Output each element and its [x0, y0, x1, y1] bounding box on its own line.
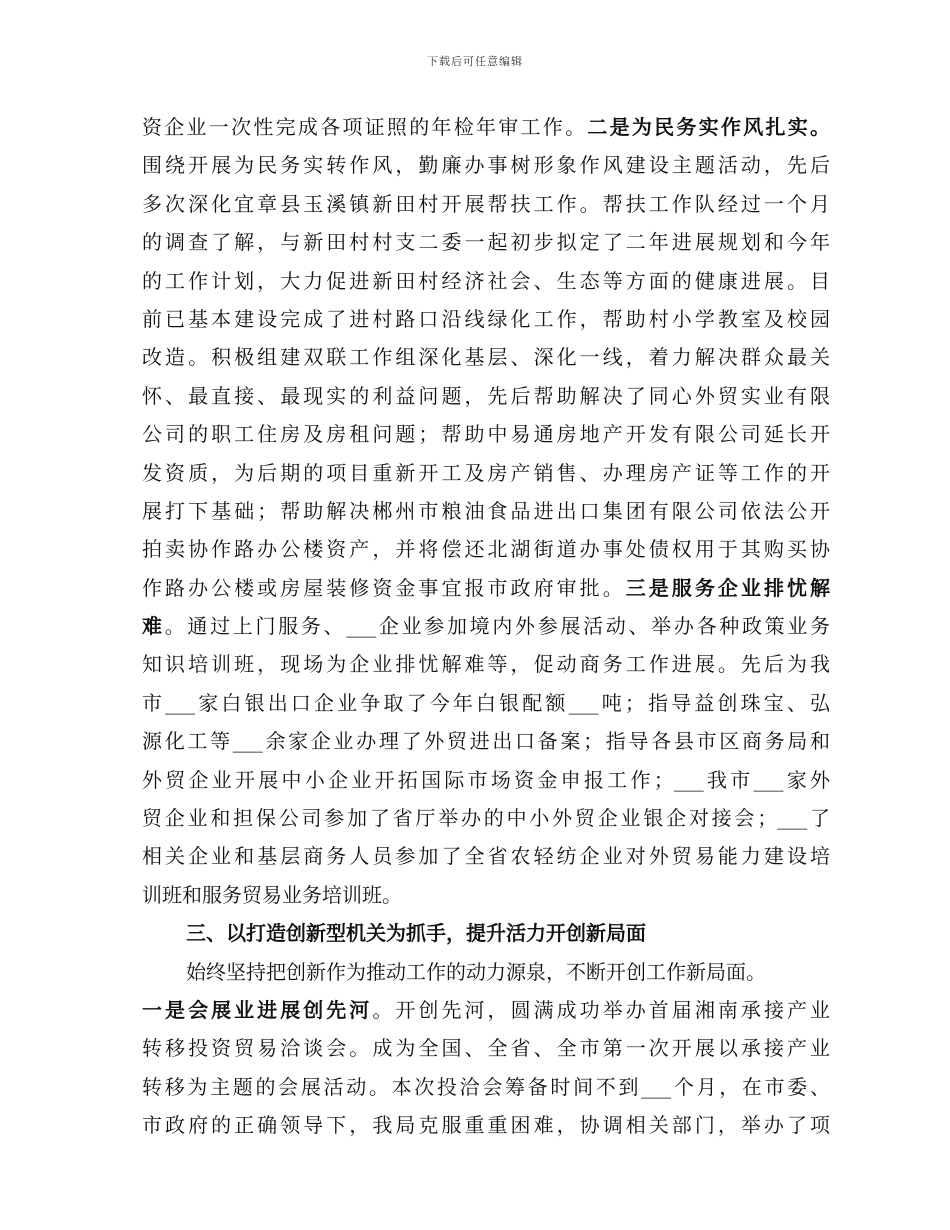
- text-run: 。通过上门服务、___企业参加境内外参展活动、举办各种政策业务: [164, 614, 831, 639]
- text-line: [142, 1068, 830, 1106]
- text-run: 相关企业和基层商务人员参加了全省农轻纺企业对外贸易能力建设培: [142, 844, 830, 869]
- text-run: 转移投资贸易洽谈会。成为全国、全省、全市第一次开展以承接产业: [142, 1036, 830, 1061]
- bold-text: 难: [142, 614, 165, 639]
- text-line: [142, 1029, 830, 1067]
- text-run: 。开创先河，圆满成功举办首届湘南承接产业: [372, 997, 831, 1022]
- text-line: [142, 108, 830, 146]
- text-run: 训班和服务贸易业务培训班。: [142, 882, 402, 907]
- text-run: 贸企业和担保公司参加了省厅举办的中小外贸企业银企对接会；___了: [142, 806, 830, 831]
- bold-text: 二是为民务实作风扎实。: [587, 115, 831, 139]
- text-run: 多次深化宜章县玉溪镇新田村开展帮扶工作。帮扶工作队经过一个月: [142, 191, 830, 216]
- text-run: 围绕开展为民务实转作风，勤廉办事树形象作风建设主题活动，先后: [142, 153, 830, 178]
- text-line: [142, 953, 830, 991]
- text-line: [142, 1106, 830, 1144]
- text-line: [142, 799, 830, 837]
- text-run: 展打下基础；帮助解决郴州市粮油食品进出口集团有限公司依法公开: [142, 498, 830, 523]
- document-body: [142, 108, 830, 1145]
- bold-text: 一是会展业进展创先河: [142, 997, 373, 1022]
- text-run: 资企业一次性完成各项证照的年检年审工作。: [142, 115, 588, 139]
- text-run: 拍卖协作路办公楼资产，并将偿还北湖街道办事处债权用于其购买协: [142, 537, 830, 562]
- page-header: 下载后可任意编辑: [427, 55, 523, 68]
- text-line: [142, 722, 830, 760]
- text-line: [142, 991, 830, 1029]
- text-run: 作路办公楼或房屋装修资金事宜报市政府审批。: [142, 575, 626, 600]
- text-run: 始终坚持把创新作为推动工作的动力源泉，不断开创工作新局面。: [186, 959, 766, 984]
- text-line: [142, 837, 830, 875]
- text-line: [142, 876, 830, 914]
- text-line: [142, 223, 830, 261]
- text-line: [142, 415, 830, 453]
- text-run: 怀、最直接、最现实的利益问题，先后帮助解决了同心外贸实业有限: [142, 383, 830, 408]
- text-line: [142, 377, 830, 415]
- text-run: 发资质，为后期的项目重新开工及房产销售、办理房产证等工作的开: [142, 460, 830, 485]
- bold-text: 三是服务企业排忧解: [625, 575, 831, 600]
- text-line: [142, 262, 830, 300]
- text-line: [142, 684, 830, 722]
- section-heading: [142, 914, 830, 952]
- text-line: [142, 607, 830, 645]
- text-run: 源化工等___余家企业办理了外贸进出口备案；指导各县市区商务局和: [142, 729, 830, 754]
- text-run: 的调查了解，与新田村村支二委一起初步拟定了二年进展规划和今年: [142, 230, 830, 255]
- text-line: [142, 454, 830, 492]
- text-line: [142, 530, 830, 568]
- text-line: [142, 185, 830, 223]
- text-line: [142, 569, 830, 607]
- text-run: 改造。积极组建双联工作组深化基层、深化一线，着力解决群众最关: [142, 345, 830, 370]
- text-run: 知识培训班，现场为企业排忧解难等，促动商务工作进展。先后为我: [142, 652, 830, 677]
- text-run: 市政府的正确领导下，我局克服重重困难，协调相关部门，举办了项: [142, 1113, 830, 1138]
- text-line: [142, 338, 830, 376]
- text-run: 公司的职工住房及房租问题；帮助中易通房地产开发有限公司延长开: [142, 422, 830, 447]
- text-line: [142, 492, 830, 530]
- text-line: [142, 146, 830, 184]
- text-run: 外贸企业开展中小企业开拓国际市场资金申报工作；___我市___家外: [142, 767, 830, 792]
- text-run: 转移为主题的会展活动。本次投洽会筹备时间不到___个月，在市委、: [142, 1074, 830, 1099]
- text-line: [142, 761, 830, 799]
- text-run: 前已基本建设完成了进村路口沿线绿化工作，帮助村小学教室及校园: [142, 306, 830, 331]
- bold-text: 三、以打造创新型机关为抓手，提升活力开创新局面: [186, 921, 646, 946]
- text-line: [142, 300, 830, 338]
- text-run: 的工作计划，大力促进新田村经济社会、生态等方面的健康进展。目: [142, 268, 830, 293]
- text-line: [142, 645, 830, 683]
- text-run: 市___家白银出口企业争取了今年白银配额___吨；指导益创珠宝、弘: [142, 690, 830, 715]
